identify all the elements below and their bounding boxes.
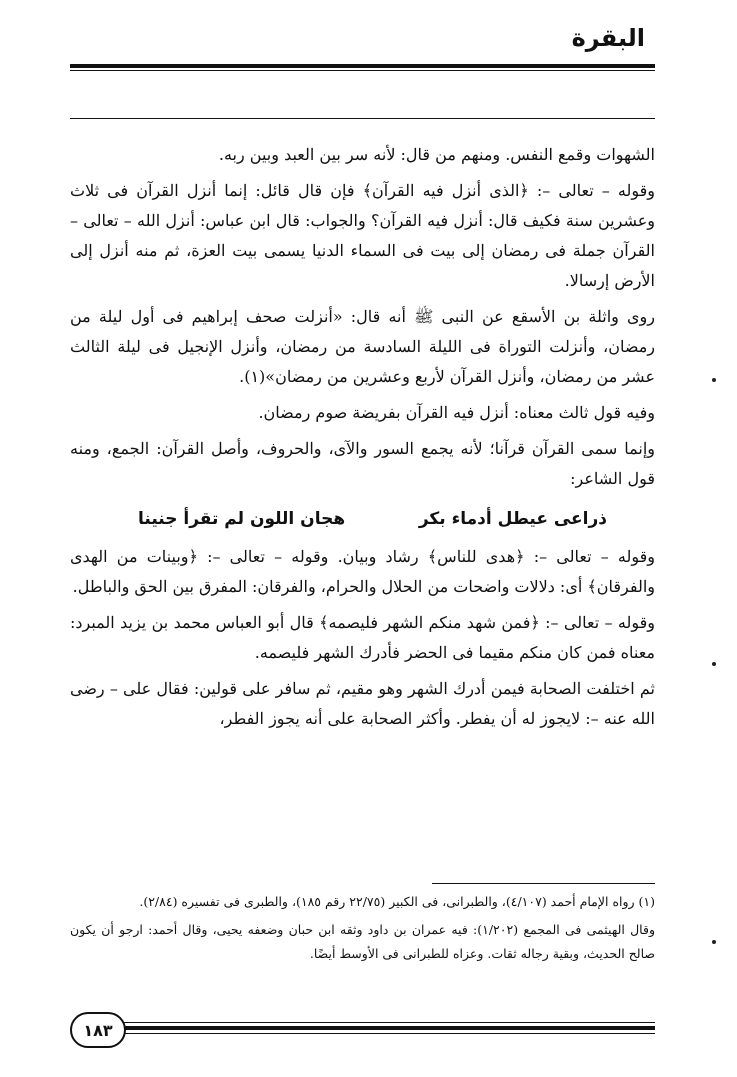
footnote: (١) رواه الإمام أحمد (٤/١٠٧)، والطبرانى، فى الكبير (٢٢/٧٥ رقم ١٨٥)، والطبرى فى تفسيره (٢/٨٤). (139, 894, 655, 909)
main-text (70, 140, 655, 740)
paragraph: ثم اختلفت الصحابة فيمن أدرك الشهر وهو مقيم، ثم سافر على قولين: فقال على – رضى الله عنه –: لايجوز له أن يفطر. وأكثر الصحابة على أنه يجوز الفطر، (70, 679, 655, 728)
margin-dot (712, 662, 716, 666)
paragraph: الشهوات وقمع النفس. ومنهم من قال: لأنه سر بين العبد وبين ربه. (218, 145, 655, 164)
footer-rule-thin (118, 1033, 655, 1034)
paragraph: روى واثلة بن الأسقع عن النبى ﷺ أنه قال: «أنزلت صحف إبراهيم فى أول ليلة من رمضان، وأنزلت التوراة فى الليلة السادسة من رمضان، وأنزل الإنجيل فى ليلة الثالث عشر من رمضان، وأنزل القرآن لأربع وعشرين من رمضان»(١). (70, 307, 655, 386)
poem-first-hemistich: ذراعى عيطل أدماء بكر (418, 509, 607, 529)
header-rule-thick (70, 64, 655, 68)
running-header-title: البقرة (571, 24, 645, 52)
top-divider (70, 118, 655, 119)
poem-second-hemistich: هجان اللون لم تقرأ جنينا (138, 509, 346, 529)
header-rule-thin (70, 70, 655, 71)
footer-rule-thick (118, 1026, 655, 1030)
paragraph: وقوله – تعالى –: ﴿الذى أنزل فيه القرآن﴾ فإن قال قائل: إنما أنزل القرآن فى ثلاث وعشرين سنة فكيف قال: أنزل فيه القرآن؟ والجواب: قال ابن عباس: أنزل الله – تعالى – القرآن جملة فى رمضان إلى بيت فى السماء الدنيا يسمى بيت العزة، ثم منه أنزل إلى الأرض إرسالا. (70, 181, 655, 290)
footnote: وقال الهيثمى فى المجمع (١/٢٠٢): فيه عمران بن داود وثقه ابن حبان وضعفه يحيى، وقال أحمد: ارجو أن يكون صالح الحديث، وبقية رجاله ثقات. وعزاه للطبرانى فى الأوسط أيضًا. (70, 922, 655, 961)
margin-dot (712, 378, 716, 382)
footnote-rule (432, 883, 655, 884)
margin-dot (712, 940, 716, 944)
paragraph: وقوله – تعالى –: ﴿فمن شهد منكم الشهر فليصمه﴾ قال أبو العباس محمد بن يزيد المبرد: معناه فمن كان منكم مقيما فى الحضر فأدرك الشهر فليصمه. (70, 613, 655, 662)
footer-rule-thin (118, 1022, 655, 1023)
paragraph: وقوله – تعالى –: ﴿هدى للناس﴾ رشاد وبيان. وقوله – تعالى –: ﴿وبينات من الهدى والفرقان﴾ أى: دلالات واضحات من الحلال والحرام، والفرقان: المفرق بين الحق والباطل. (70, 547, 655, 596)
page-number: ١٨٣ (70, 1012, 126, 1048)
footnotes (70, 890, 655, 970)
paragraph: وإنما سمى القرآن قرآنا؛ لأنه يجمع السور والآى، والحروف، وأصل القرآن: الجمع، ومنه قول الشاعر: (70, 439, 655, 488)
paragraph: وفيه قول ثالث معناه: أنزل فيه القرآن بفريضة صوم رمضان. (258, 403, 655, 422)
poem-verse (70, 500, 655, 542)
